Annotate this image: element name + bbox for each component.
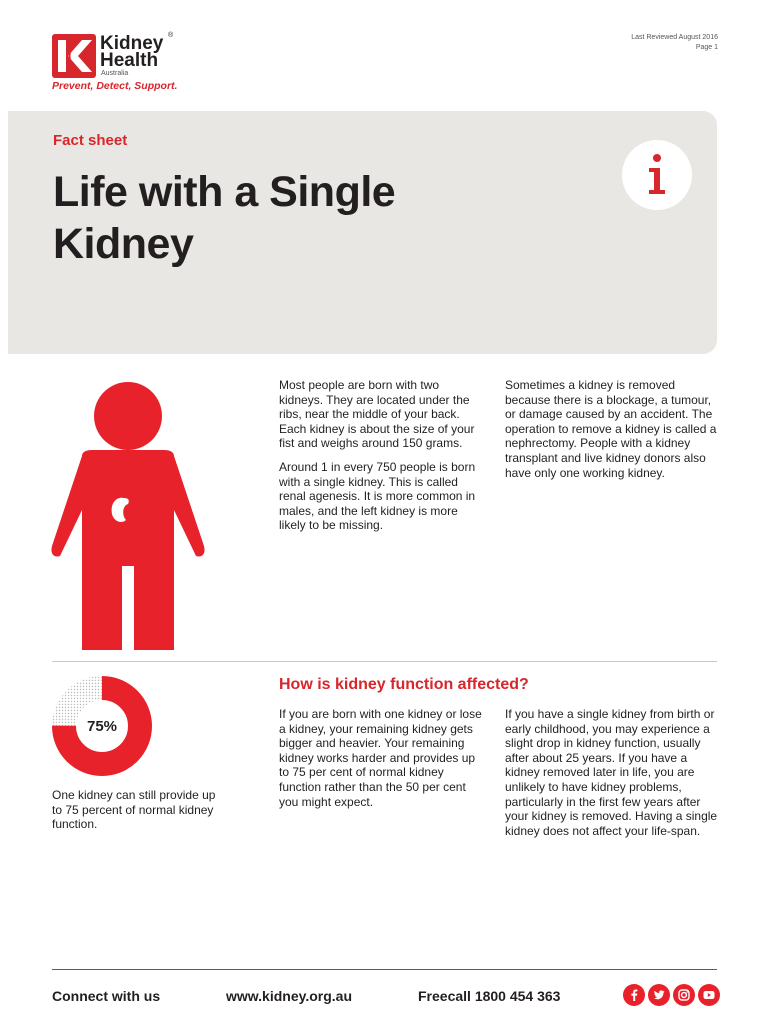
- youtube-icon[interactable]: [698, 984, 720, 1006]
- brand-name-line1: Kidney: [100, 33, 164, 54]
- intro-paragraph: Around 1 in every 750 people is born with a single kidney. This is called renal agenesis. It is more common in males, and the left kidney is more likely to be missing.: [279, 459, 476, 533]
- donut-label-wrap: [52, 676, 152, 776]
- footer-divider: [52, 969, 717, 970]
- last-reviewed: Last Reviewed August 2016: [631, 34, 718, 41]
- page-title: Life with a Single Kidney: [53, 168, 396, 268]
- section-column-1: If you are born with one kidney or lose a kidney, your remaining kidney gets bigger and heavier. Your remaining kidney works harder and provides up to 75 per cent of normal kidney function rather than the 50 per cent you might expect.: [279, 707, 482, 809]
- intro-paragraph: Most people are born with two kidneys. They are located under the ribs, near the middle of your back. Each kidney is about the size of your fist and weighs around 150 grams.: [279, 378, 475, 451]
- section-column-2: If you have a single kidney from birth or early childhood, you may experience a slight drop in kidney function, usually after about 25 years. If you have a kidney removed later in life, you are unlikely to have kidney problems, particularly in the first few years after your kidney is removed. Having a single kidney does not affect your life-span.: [505, 707, 718, 838]
- freecall-number[interactable]: Freecall 1800 454 363: [418, 988, 561, 1004]
- kidney-health-logo-mark: [52, 34, 96, 78]
- page-number: Page 1: [695, 44, 718, 51]
- fact-sheet-label: Fact sheet: [53, 132, 128, 149]
- registered-mark: ®: [168, 32, 174, 39]
- brand-name-line2: Health: [100, 50, 159, 71]
- facebook-icon[interactable]: [623, 984, 645, 1006]
- info-icon: [620, 138, 694, 212]
- connect-label: Connect with us: [52, 988, 161, 1004]
- section-heading: How is kidney function affected?: [279, 676, 529, 693]
- document-meta: [631, 33, 718, 53]
- donut-caption: One kidney can still provide up to 75 percent of normal kidney function.: [52, 788, 216, 832]
- intro-column-2: [505, 378, 720, 489]
- instagram-icon[interactable]: [673, 984, 695, 1006]
- section-divider: [52, 661, 717, 662]
- brand-tagline: Prevent, Detect, Support.: [52, 80, 178, 92]
- website-link[interactable]: www.kidney.org.au: [226, 988, 353, 1004]
- intro-column-1: [279, 378, 484, 542]
- intro-paragraph: Sometimes a kidney is removed because there is a blockage, a tumour, or damage caused by an accident. The operation to remove a kidney is called a nephrectomy. People with a kidney transplant and live kidney donors also have only one working kidney.: [505, 378, 717, 480]
- twitter-icon[interactable]: [648, 984, 670, 1006]
- single-kidney-body-illustration: [42, 370, 212, 650]
- brand-sub: Australia: [101, 70, 129, 77]
- donut-percent-label: 75%: [86, 717, 118, 735]
